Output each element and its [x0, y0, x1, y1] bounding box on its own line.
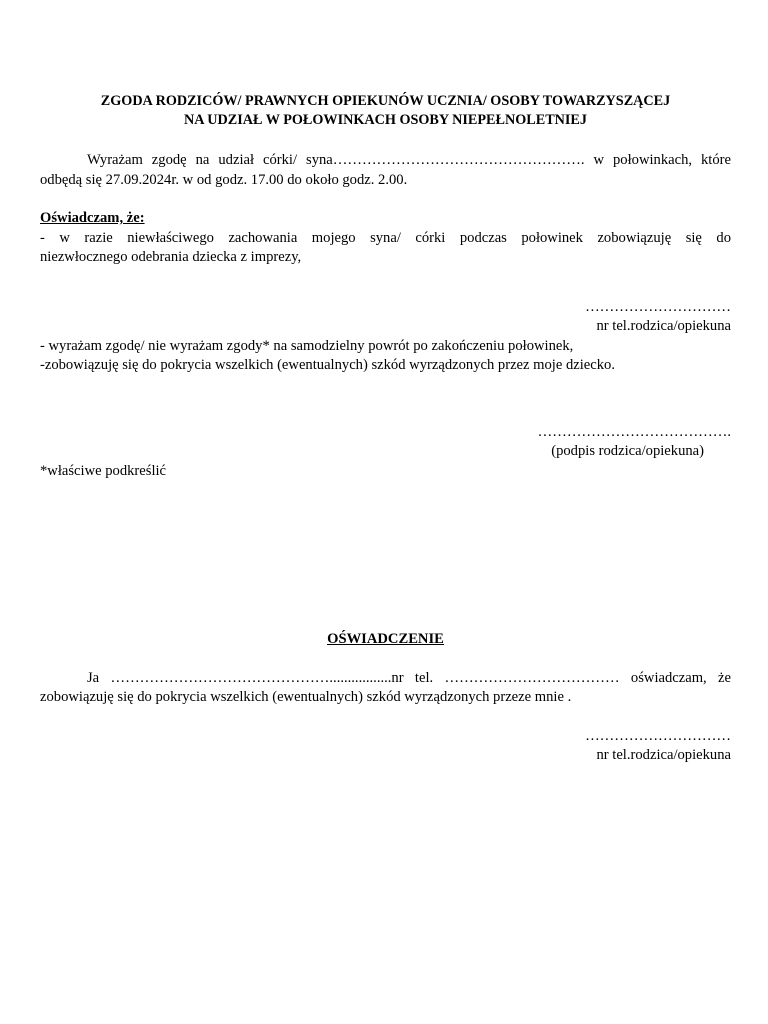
declare-item-1-line-2: niezwłocznego odebrania dziecka z imprezy, [40, 249, 302, 265]
consent-title-line-1: ZGODA RODZICÓW/ PRAWNYCH OPIEKUNÓW UCZNIA/ OSOBY TOWARZYSZĄCEJ [100, 93, 671, 109]
consent-title [40, 92, 731, 130]
consent-intro-line-2: odbędą się 27.09.2024r. w od godz. 17.00 do około godz. 2.00. [40, 171, 408, 188]
statement-signature-label: nr tel.rodzica/opiekuna [596, 747, 731, 763]
declare-item-3: -zobowiązuję się do pokrycia wszelkich (ewentualnych) szkód wyrządzonych przez moje dziecko. [40, 357, 615, 373]
signature-1-dots: ………………………… [585, 298, 731, 315]
declare-item-2: - wyrażam zgodę/ nie wyrażam zgody* na samodzielny powrót po zakończeniu połowinek, [40, 337, 574, 354]
statement-heading-text: OŚWIADCZENIE [327, 631, 444, 647]
statement-signature-dots: ………………………… [585, 727, 731, 744]
statement-line-2: zobowiązuję się do pokrycia wszelkich (ewentualnych) szkód wyrządzonych przeze mnie . [40, 689, 572, 705]
declare-heading: Oświadczam, że: [40, 210, 145, 226]
consent-intro-line-1: Wyrażam zgodę na udział córki/ syna……………………………………………. w połowinkach, które [87, 152, 731, 168]
statement-body [40, 669, 731, 708]
consent-intro [40, 151, 731, 190]
signature-2-dots: …………………………………. [537, 423, 731, 440]
signature-1-label: nr tel.rodzica/opiekuna [596, 318, 731, 334]
declare-item-1-line-1: - w razie niewłaściwego zachowania mojego syna/ córki podczas połowinek zobowiązuję się do [40, 229, 731, 246]
document-page [40, 92, 731, 766]
consent-title-line-2: NA UDZIAŁ W POŁOWINKACH OSOBY NIEPEŁNOLETNIEJ [184, 112, 587, 128]
signature-2-label: (podpis rodzica/opiekuna) [551, 443, 704, 459]
statement-heading [40, 630, 731, 650]
declare-item-1 [40, 229, 731, 268]
statement-line-1: Ja ……………………………………….................nr tel. ……………………………… oświadczam, że [87, 669, 731, 686]
footnote: *właściwe podkreślić [40, 462, 167, 479]
